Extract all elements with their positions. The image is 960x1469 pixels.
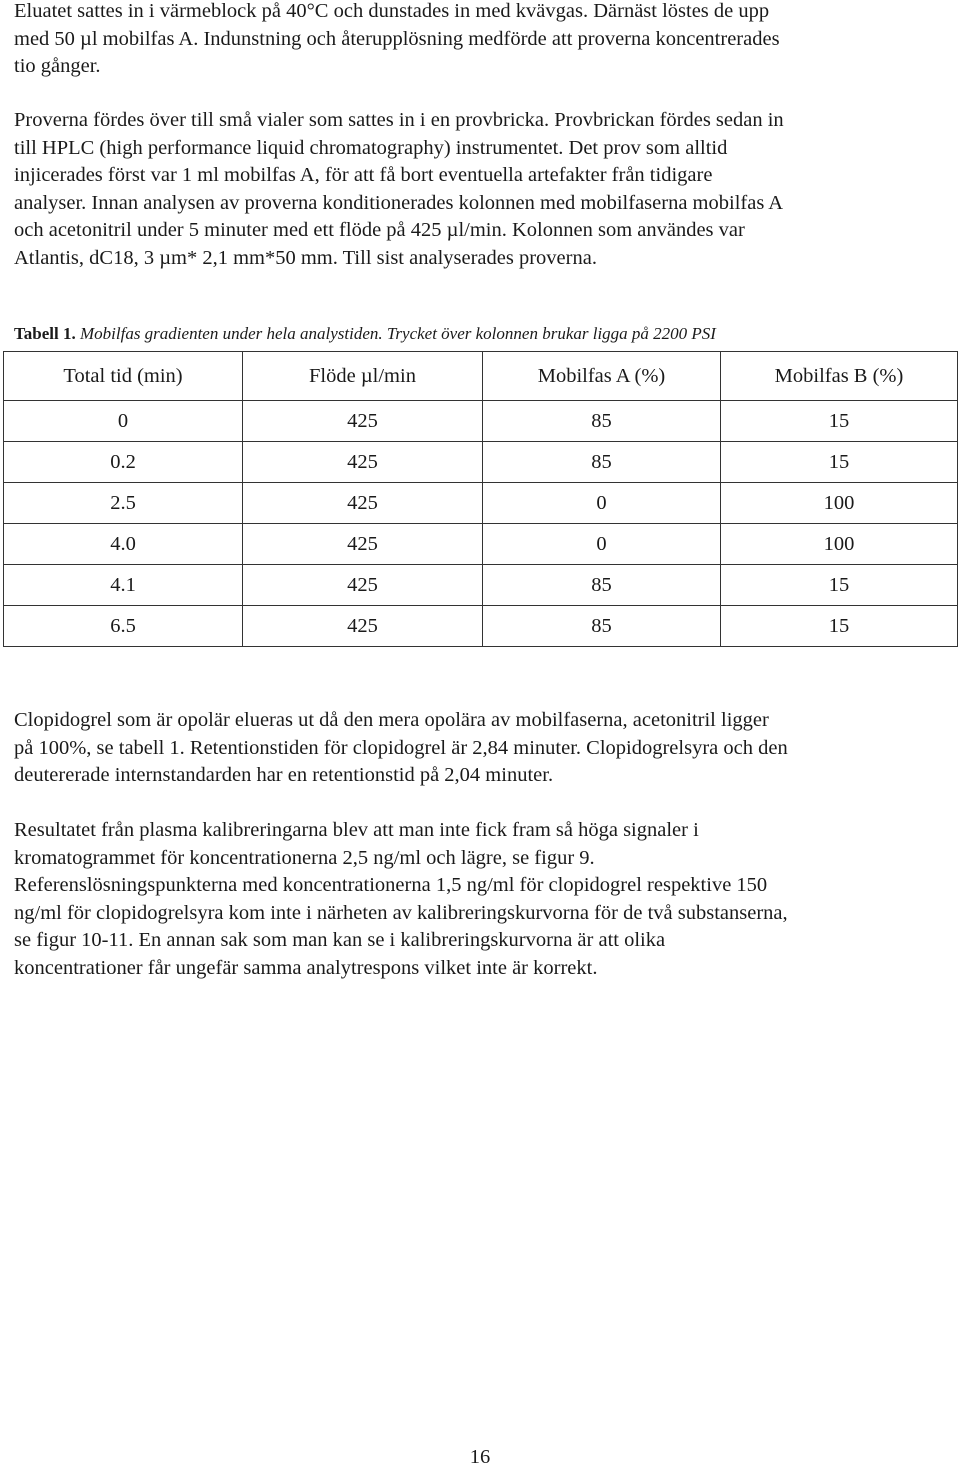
table-cell: 15 bbox=[721, 401, 958, 442]
table-cell: 85 bbox=[483, 401, 721, 442]
table-cell: 85 bbox=[483, 442, 721, 483]
text-line: se figur 10-11. En annan sak som man kan se i kalibreringskurvorna är att olika bbox=[14, 929, 666, 951]
table-cell: 100 bbox=[721, 524, 958, 565]
text-line: Resultatet från plasma kalibreringarna blev att man inte fick fram så höga signaler i bbox=[14, 819, 699, 841]
table-cell: 85 bbox=[483, 565, 721, 606]
paragraph-results bbox=[14, 817, 944, 982]
text-line: Clopidogrel som är opolär elueras ut då den mera opolära av mobilfaserna, acetonitril ligger bbox=[14, 709, 769, 731]
table-row bbox=[4, 565, 958, 606]
table-cell: 2.5 bbox=[4, 483, 243, 524]
text-line: deutererade internstandarden har en retentionstid på 2,04 minuter. bbox=[14, 764, 554, 786]
text-line: analyser. Innan analysen av proverna konditionerades kolonnen med mobilfaserna mobilfas A bbox=[14, 191, 784, 214]
table-cell: 0.2 bbox=[4, 442, 243, 483]
table-cell: 15 bbox=[721, 606, 958, 647]
text-line: ng/ml för clopidogrelsyra kom inte i närheten av kalibreringskurvorna för de två substanserna, bbox=[14, 901, 788, 924]
text-line: Referenslösningspunkterna med koncentrationerna 1,5 ng/ml för clopidogrel respektive 150 bbox=[14, 874, 768, 896]
table-cell: 85 bbox=[483, 606, 721, 647]
text-line: tio gånger. bbox=[14, 55, 101, 77]
text-line: injicerades först var 1 ml mobilfas A, för att få bort eventuella artefakter från tidigare bbox=[14, 164, 713, 186]
text-line: till HPLC (high performance liquid chromatography) instrumentet. Det prov som alltid bbox=[14, 136, 728, 159]
text-line: och acetonitril under 5 minuter med ett flöde på 425 µl/min. Kolonnen som användes var bbox=[14, 219, 745, 241]
table-cell: 425 bbox=[243, 442, 483, 483]
table-cell: 100 bbox=[721, 483, 958, 524]
table-cell: 6.5 bbox=[4, 606, 243, 647]
text-line: koncentrationer får ungefär samma analytrespons vilket inte är korrekt. bbox=[14, 956, 598, 979]
table-header-row bbox=[4, 352, 958, 401]
table-caption-label: Tabell 1. bbox=[14, 324, 76, 343]
table-row bbox=[4, 401, 958, 442]
text-line: Proverna fördes över till små vialer som sattes in i en provbricka. Provbrickan fördes sedan in bbox=[14, 109, 784, 131]
text-line: med 50 µl mobilfas A. Indunstning och återupplösning medförde att proverna koncentrerades bbox=[14, 27, 780, 50]
text-line: Atlantis, dC18, 3 µm* 2,1 mm*50 mm. Till sist analyserades proverna. bbox=[14, 246, 597, 269]
page-number: 16 bbox=[469, 1446, 491, 1468]
table-cell: 425 bbox=[243, 565, 483, 606]
table-cell: 15 bbox=[721, 442, 958, 483]
table-cell: 0 bbox=[483, 524, 721, 565]
header-flow: Flöde µl/min bbox=[243, 352, 483, 401]
table-cell: 4.1 bbox=[4, 565, 243, 606]
table-cell: 4.0 bbox=[4, 524, 243, 565]
gradient-table bbox=[3, 351, 958, 647]
header-mobile-phase-b: Mobilfas B (%) bbox=[721, 352, 958, 401]
table-cell: 0 bbox=[4, 401, 243, 442]
table-caption bbox=[14, 323, 944, 345]
table-row bbox=[4, 606, 958, 647]
table-cell: 425 bbox=[243, 524, 483, 565]
table-row bbox=[4, 524, 958, 565]
paragraph-eluate bbox=[14, 0, 944, 81]
text-line: kromatogrammet för koncentrationerna 2,5 ng/ml och lägre, se figur 9. bbox=[14, 846, 595, 869]
table-cell: 425 bbox=[243, 606, 483, 647]
table-row bbox=[4, 483, 958, 524]
text-line: på 100%, se tabell 1. Retentionstiden för clopidogrel är 2,84 minuter. Clopidogrelsyra och den bbox=[14, 736, 788, 759]
table-row bbox=[4, 442, 958, 483]
table-cell: 425 bbox=[243, 483, 483, 524]
table-cell: 0 bbox=[483, 483, 721, 524]
paragraph-clopidogrel bbox=[14, 707, 944, 790]
header-mobile-phase-a: Mobilfas A (%) bbox=[483, 352, 721, 401]
table-caption-text: Mobilfas gradienten under hela analystiden. Trycket över kolonnen brukar ligga på 2200 PSI bbox=[75, 324, 716, 343]
header-total-time: Total tid (min) bbox=[4, 352, 243, 401]
paragraph-hplc bbox=[14, 107, 944, 272]
text-line: Eluatet sattes in i värmeblock på 40°C och dunstades in med kvävgas. Därnäst löstes de upp bbox=[14, 0, 770, 22]
table-cell: 425 bbox=[243, 401, 483, 442]
table-cell: 15 bbox=[721, 565, 958, 606]
